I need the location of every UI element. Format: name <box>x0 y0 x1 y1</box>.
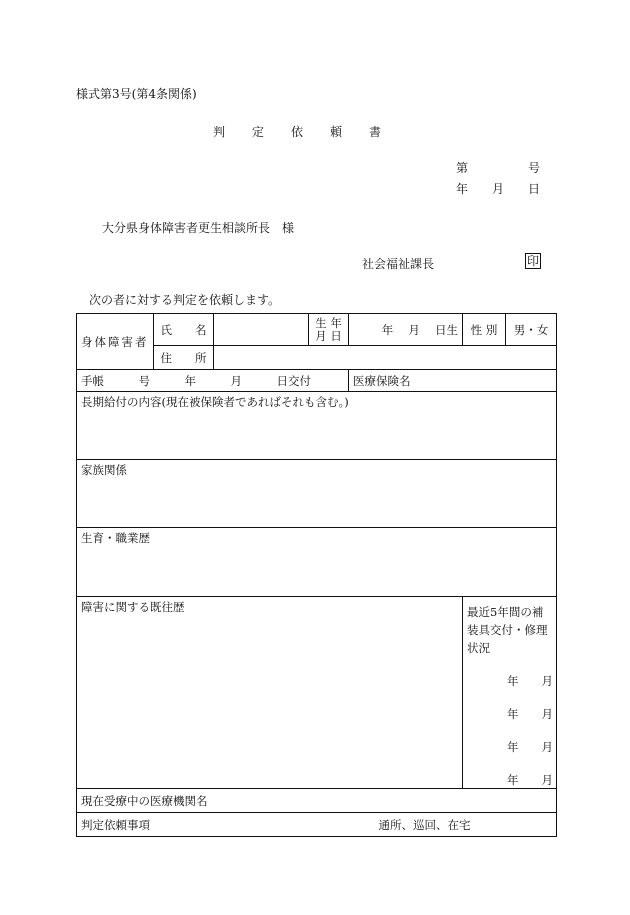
birth-date-field[interactable]: 年 月 日生 <box>349 314 463 346</box>
equipment-year: 年 <box>507 674 519 688</box>
birth-label-line2: 月 日 <box>315 328 342 343</box>
addressee: 大分県身体障害者更生相談所長 様 <box>102 221 295 235</box>
equipment-year: 年 <box>507 707 519 721</box>
equipment-status-cell[interactable] <box>463 597 557 789</box>
equipment-month: 月 <box>541 674 553 688</box>
equipment-year: 年 <box>507 740 519 754</box>
equipment-year: 年 <box>507 773 519 787</box>
address-field[interactable] <box>214 346 557 370</box>
equipment-row <box>507 772 553 788</box>
disability-history-field[interactable]: 障害に関する既往歴 <box>77 597 463 789</box>
insurance-field[interactable]: 医療保険名 <box>349 370 557 392</box>
doc-number-dai: 第 <box>456 161 469 175</box>
equipment-month: 月 <box>541 740 553 754</box>
birth-label-line1: 生 年 <box>315 315 342 330</box>
date-year: 年 <box>456 182 469 196</box>
sender: 社会福祉課長 <box>362 257 435 271</box>
request-form-table <box>76 313 557 837</box>
request-items-label: 判定依頼事項 <box>81 817 150 832</box>
family-field[interactable]: 家族関係 <box>77 460 557 528</box>
form-number: 様式第3号(第4条関係) <box>76 87 197 101</box>
history-field[interactable]: 生育・職業歴 <box>77 528 557 597</box>
address-label: 住 所 <box>154 346 214 370</box>
equipment-row <box>507 673 553 689</box>
name-field[interactable] <box>214 314 309 346</box>
gender-field[interactable]: 男・女 <box>506 314 557 346</box>
date-day: 日 <box>528 182 541 196</box>
intro-text: 次の者に対する判定を依頼します。 <box>89 293 281 307</box>
doc-number-go: 号 <box>528 161 541 175</box>
page-title: 判 定 依 頼 書 <box>213 125 383 139</box>
equipment-row <box>507 706 553 722</box>
long-term-benefit-field[interactable]: 長期給付の内容(現在被保険者であればそれも含む。) <box>77 392 557 460</box>
person-label <box>77 314 154 370</box>
equipment-title: 最近5年間の補装具交付・修理状況 <box>467 605 548 655</box>
birth-label <box>309 314 349 346</box>
equipment-row <box>507 739 553 755</box>
name-label: 氏 名 <box>154 314 214 346</box>
medical-institution-field[interactable]: 現在受療中の医療機関名 <box>77 789 557 813</box>
date-month: 月 <box>492 182 505 196</box>
person-label-text: 身体障害者 <box>81 334 149 349</box>
gender-label: 性 別 <box>463 314 506 346</box>
equipment-month: 月 <box>541 707 553 721</box>
seal-mark <box>525 253 541 269</box>
request-items-field[interactable] <box>77 813 557 837</box>
seal-icon: 印 <box>527 254 540 268</box>
request-options: 通所、巡回、在宅 <box>378 817 471 832</box>
equipment-month: 月 <box>541 773 553 787</box>
handbook-field[interactable]: 手帳 号 年 月 日交付 <box>77 370 349 392</box>
